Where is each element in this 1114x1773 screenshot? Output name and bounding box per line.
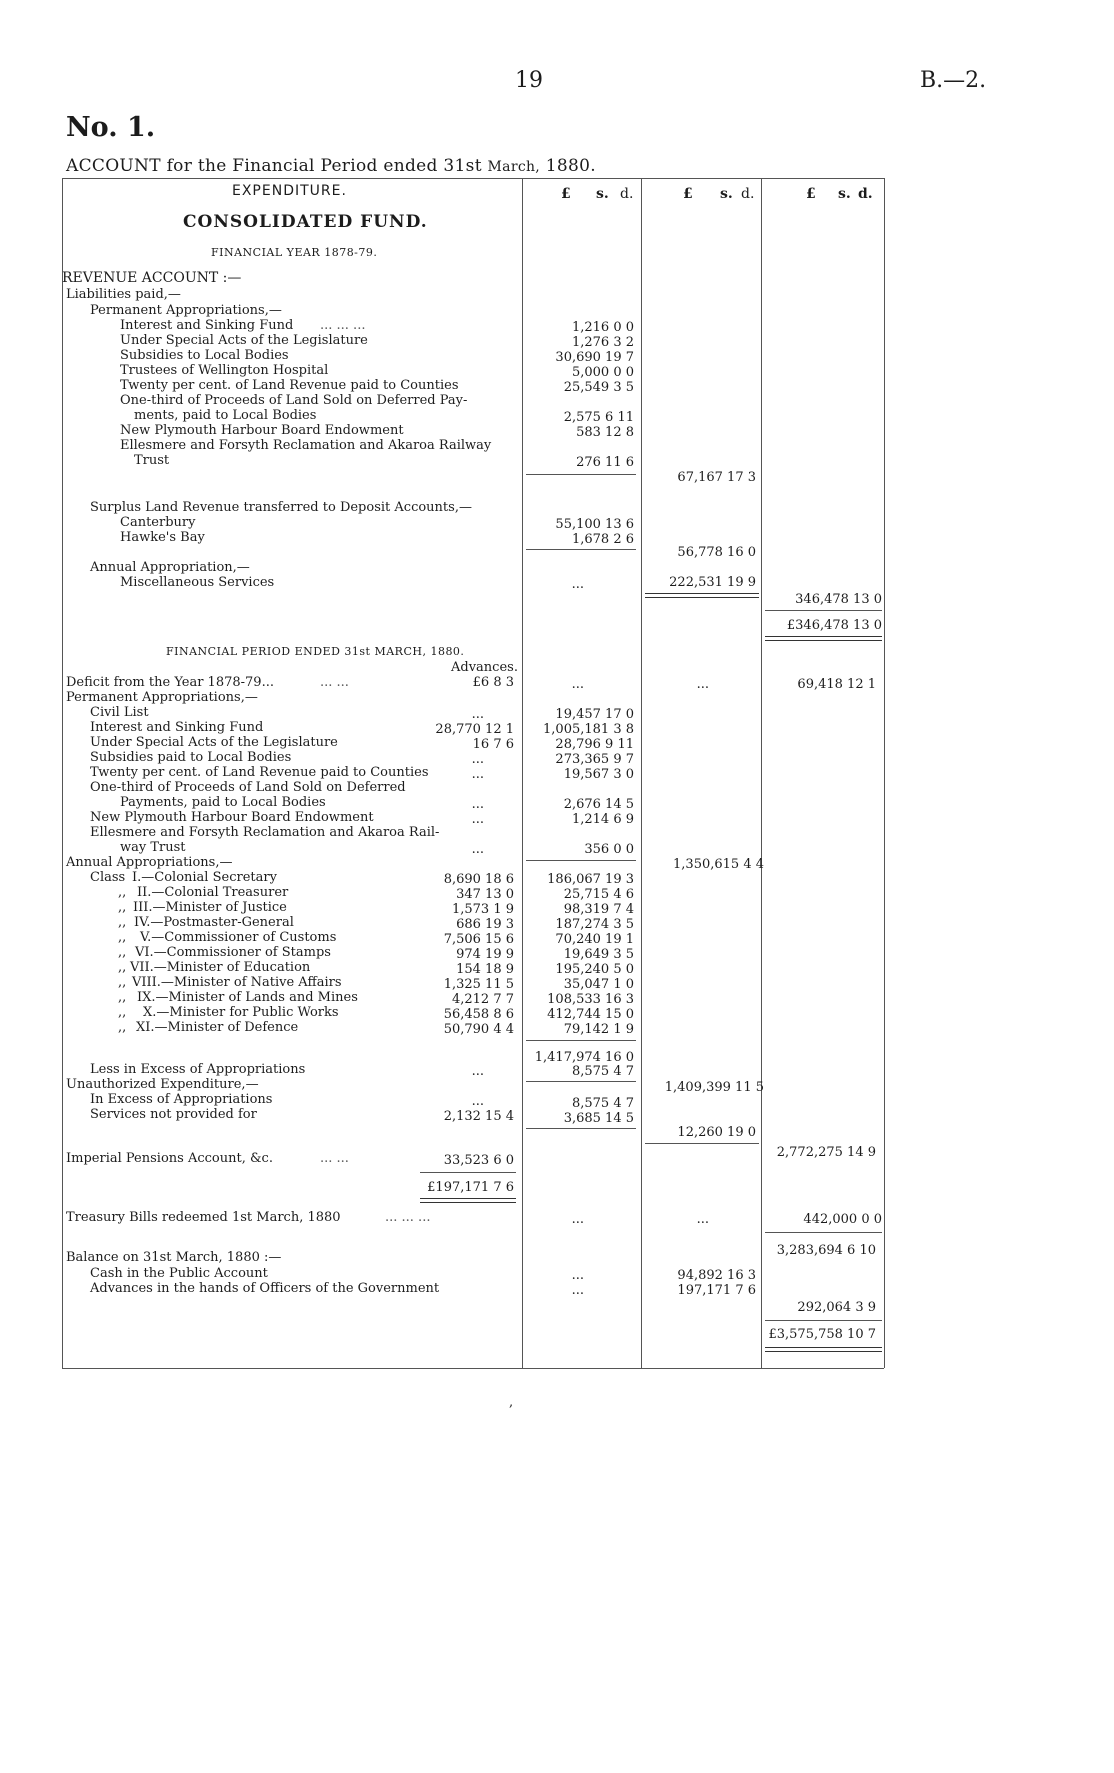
fp-permanent-heading: Permanent Appropriations,— (66, 690, 258, 705)
class-prefix: ,, (118, 975, 127, 990)
advances-label: Advances. (451, 660, 518, 675)
rev-item-amount: 1,216 0 0 (571, 320, 634, 335)
unauth-heading: Unauthorized Expenditure,— (66, 1077, 259, 1092)
fp-perm-amount: 2,676 14 5 (563, 797, 634, 812)
fp-perm-advance: ... (471, 842, 484, 857)
class-advance: 7,506 15 6 (443, 932, 514, 947)
rev-item-label: Subsidies to Local Bodies (120, 348, 289, 363)
col1-s-header: s. (596, 186, 609, 202)
expenditure-header: EXPENDITURE. (232, 183, 347, 199)
unauth-amount: 3,685 14 5 (563, 1111, 634, 1126)
class-name: IX.—Minister of Lands and Mines (137, 990, 358, 1005)
rev-item-amount: 25,549 3 5 (563, 380, 634, 395)
annual-net-total: 1,409,399 11 5 (664, 1080, 764, 1095)
class-name: III.—Minister of Justice (133, 900, 287, 915)
document-number: No. 1. (66, 112, 156, 143)
class-advance: 50,790 4 4 (443, 1022, 514, 1037)
unauth-advance: 2,132 15 4 (443, 1109, 514, 1124)
less-excess-amount: 8,575 4 7 (571, 1064, 634, 1079)
balance-heading: Balance on 31st March, 1880 :— (66, 1250, 282, 1265)
class-prefix: ,, (118, 885, 127, 900)
period-total: 2,772,275 14 9 (776, 1145, 876, 1160)
fund-title: CONSOLIDATED FUND. (183, 212, 428, 232)
fp-perm-amount: 28,796 9 11 (555, 737, 634, 752)
rev-item-label: Twenty per cent. of Land Revenue paid to Counties (120, 378, 459, 393)
fp-perm-label: Payments, paid to Local Bodies (120, 795, 326, 810)
col1-d-header: d. (620, 186, 634, 202)
rev-item-amount: 30,690 19 7 (555, 350, 634, 365)
class-amount: 98,319 7 4 (563, 902, 634, 917)
fp-perm-advance: 16 7 6 (472, 737, 514, 752)
page-number: 19 (515, 68, 543, 93)
table-right-rule (884, 178, 885, 1368)
class-name: XI.—Minister of Defence (136, 1020, 299, 1035)
subtotal-rule (526, 1128, 636, 1129)
col3-pound-header: £ (806, 186, 816, 202)
rev-item-label: New Plymouth Harbour Board Endowment (120, 423, 404, 438)
imperial-label: Imperial Pensions Account, &c. (66, 1151, 273, 1166)
rev-item-label: One-third of Proceeds of Land Sold on Deferred Pay- (120, 393, 468, 408)
class-prefix: ,, (118, 1020, 127, 1035)
treasury-label: Treasury Bills redeemed 1st March, 1880 (66, 1210, 341, 1225)
class-advance: 686 19 3 (456, 917, 514, 932)
fp-perm-amount: 19,457 17 0 (555, 707, 634, 722)
fp-perm-advance: ... (471, 752, 484, 767)
class-advance: 4,212 7 7 (451, 992, 514, 1007)
balance-c2: 197,171 7 6 (677, 1283, 756, 1298)
treasury-c3: 442,000 0 0 (803, 1212, 882, 1227)
col2-pound-header: £ (683, 186, 693, 202)
fy-title: FINANCIAL YEAR 1878-79. (211, 246, 378, 259)
deficit-c1: ... (571, 677, 584, 692)
fp-annual-heading: Annual Appropriations,— (66, 855, 233, 870)
class-amount: 412,744 15 0 (547, 1007, 634, 1022)
class-advance: 154 18 9 (456, 962, 514, 977)
treasury-c2: ... (696, 1212, 709, 1227)
less-excess-advance: ... (471, 1064, 484, 1079)
class-prefix: Class (90, 870, 126, 885)
misc-services-total: 222,531 19 9 (669, 575, 756, 590)
fp-perm-label: Under Special Acts of the Legislature (90, 735, 338, 750)
document-reference: B.—2. (920, 68, 987, 93)
annual-heading: Annual Appropriation,— (90, 560, 250, 575)
class-name: VII.—Minister of Education (130, 960, 311, 975)
fp-perm-label: Civil List (90, 705, 149, 720)
table-left-rule (62, 178, 63, 1368)
class-prefix: ,, (118, 960, 127, 975)
account-title (66, 156, 596, 176)
surplus-label: Canterbury (120, 515, 196, 530)
rev-item-amount: 5,000 0 0 (571, 365, 634, 380)
title-month: March, (487, 159, 541, 175)
surplus-total: 56,778 16 0 (677, 545, 756, 560)
rev-grand-total: 346,478 13 0 (795, 592, 882, 607)
fp-perm-advance: ... (471, 767, 484, 782)
rev-item-label: ments, paid to Local Bodies (134, 408, 317, 423)
fp-perm-label: Interest and Sinking Fund (90, 720, 264, 735)
balance-c1: ... (571, 1283, 584, 1298)
unauth-advance: ... (471, 1094, 484, 1109)
class-name: V.—Commissioner of Customs (140, 930, 337, 945)
fp-perm-amount: 1,214 6 9 (571, 812, 634, 827)
fp-perm-advance: ... (471, 707, 484, 722)
rev-item-label: Ellesmere and Forsyth Reclamation and Akaroa Railway (120, 438, 492, 453)
double-rule (765, 1347, 882, 1352)
class-advance: 347 13 0 (456, 887, 514, 902)
fp-perm-label: way Trust (120, 840, 186, 855)
double-rule (645, 593, 759, 598)
fp-perm-advance: 28,770 12 1 (435, 722, 514, 737)
rev-item-amount: 1,276 3 2 (571, 335, 634, 350)
rev-item-amount: 276 11 6 (576, 455, 634, 470)
class-name: VIII.—Minister of Native Affairs (132, 975, 342, 990)
fp-perm-advance: ... (471, 812, 484, 827)
rev-item-amount: 2,575 6 11 (563, 410, 634, 425)
class-name: VI.—Commissioner of Stamps (135, 945, 331, 960)
surplus-heading: Surplus Land Revenue transferred to Deposit Accounts,— (90, 500, 472, 515)
surplus-amount: 55,100 13 6 (555, 517, 634, 532)
total-rule (765, 610, 882, 611)
fp-perm-label: One-third of Proceeds of Land Sold on Deferred (90, 780, 406, 795)
class-amount: 195,240 5 0 (555, 962, 634, 977)
column-rule-2 (641, 178, 642, 1368)
total-rule (765, 1232, 882, 1233)
total-rule (645, 1143, 759, 1144)
fp-perm-label: Twenty per cent. of Land Revenue paid to Counties (90, 765, 429, 780)
class-amount: 79,142 1 9 (563, 1022, 634, 1037)
subtotal-rule (526, 1040, 636, 1041)
class-advance: 974 19 9 (456, 947, 514, 962)
class-amount: 187,274 3 5 (555, 917, 634, 932)
subtotal-after-treasury: 3,283,694 6 10 (776, 1243, 876, 1258)
class-advance: 56,458 8 6 (443, 1007, 514, 1022)
permanent-heading: Permanent Appropriations,— (90, 303, 282, 318)
double-rule (420, 1198, 516, 1203)
col3-s-header: s. (838, 186, 851, 202)
class-prefix: ,, (118, 930, 127, 945)
deficit-label: Deficit from the Year 1878-79... (66, 675, 274, 690)
fp-perm-label: Subsidies paid to Local Bodies (90, 750, 292, 765)
misc-services-amount: ... (571, 577, 584, 592)
advances-rule (420, 1172, 516, 1173)
fp-perm-label: New Plymouth Harbour Board Endowment (90, 810, 374, 825)
class-amount: 70,240 19 1 (555, 932, 634, 947)
less-excess-label: Less in Excess of Appropriations (90, 1062, 306, 1077)
deficit-advance: £6 8 3 (472, 675, 514, 690)
rev-item-label: Under Special Acts of the Legislature (120, 333, 368, 348)
col1-pound-header: £ (561, 186, 571, 202)
class-amount: 19,649 3 5 (563, 947, 634, 962)
class-amount: 25,715 4 6 (563, 887, 634, 902)
revenue-account-heading: REVENUE ACCOUNT :— (62, 270, 242, 286)
class-prefix: ,, (118, 945, 127, 960)
deficit-c2: ... (696, 677, 709, 692)
fp-permanent-total: 1,350,615 4 4 (673, 857, 764, 872)
fp-perm-amount: 273,365 9 7 (555, 752, 634, 767)
subtotal-rule (526, 474, 636, 475)
balance-label: Advances in the hands of Officers of the Government (90, 1281, 440, 1296)
leader-dots: ... ... ... (320, 318, 366, 333)
total-rule (765, 1320, 882, 1321)
leader-dots: ... ... ... (385, 1210, 431, 1225)
balance-total: 292,064 3 9 (797, 1300, 876, 1315)
unauth-amount: 8,575 4 7 (571, 1096, 634, 1111)
class-prefix: ,, (118, 900, 127, 915)
stray-mark: , (509, 1395, 514, 1410)
class-amount: 186,067 19 3 (547, 872, 634, 887)
rev-item-amount: 583 12 8 (576, 425, 634, 440)
balance-c1: ... (571, 1268, 584, 1283)
column-rule-3 (761, 178, 762, 1368)
class-advance: 1,325 11 5 (443, 977, 514, 992)
col3-d-header: d. (858, 186, 873, 202)
fp-perm-label: Ellesmere and Forsyth Reclamation and Akaroa Rail- (90, 825, 440, 840)
double-rule (765, 636, 882, 641)
surplus-amount: 1,678 2 6 (571, 532, 634, 547)
rev-item-label: Trustees of Wellington Hospital (120, 363, 329, 378)
fp-perm-amount: 19,567 3 0 (563, 767, 634, 782)
rev-item-label: Interest and Sinking Fund (120, 318, 294, 333)
unauth-total: 12,260 19 0 (677, 1125, 756, 1140)
balance-c2: 94,892 16 3 (677, 1268, 756, 1283)
classes-total: 1,417,974 16 0 (534, 1050, 634, 1065)
imperial-advance: 33,523 6 0 (443, 1153, 514, 1168)
class-name: I.—Colonial Secretary (132, 870, 277, 885)
class-advance: 8,690 18 6 (443, 872, 514, 887)
leader-dots: ... ... (320, 1151, 349, 1166)
unauth-label: In Excess of Appropriations (90, 1092, 273, 1107)
treasury-c1: ... (571, 1212, 584, 1227)
table-bottom-rule (62, 1368, 884, 1369)
subtotal-rule (526, 1081, 636, 1082)
fp-title: FINANCIAL PERIOD ENDED 31st MARCH, 1880. (166, 645, 465, 658)
class-name: X.—Minister for Public Works (143, 1005, 339, 1020)
fp-perm-amount: 356 0 0 (584, 842, 634, 857)
class-amount: 35,047 1 0 (563, 977, 634, 992)
col2-s-header: s. (720, 186, 733, 202)
class-prefix: ,, (118, 990, 127, 1005)
balance-label: Cash in the Public Account (90, 1266, 268, 1281)
column-rule-1 (522, 178, 523, 1368)
subtotal-rule (526, 860, 636, 861)
surplus-label: Hawke's Bay (120, 530, 205, 545)
advances-total: £197,171 7 6 (427, 1180, 514, 1195)
subtotal-rule (526, 549, 636, 550)
title-prefix: ACCOUNT for the Financial Period ended 31st (66, 156, 482, 176)
class-prefix: ,, (118, 1005, 127, 1020)
leader-dots: ... ... (320, 675, 349, 690)
final-total: £3,575,758 10 7 (768, 1327, 876, 1342)
fp-perm-amount: 1,005,181 3 8 (543, 722, 634, 737)
class-advance: 1,573 1 9 (451, 902, 514, 917)
class-name: IV.—Postmaster-General (134, 915, 294, 930)
title-year: 1880. (545, 156, 596, 176)
rev-subtotal: 67,167 17 3 (677, 470, 756, 485)
class-amount: 108,533 16 3 (547, 992, 634, 1007)
misc-services-label: Miscellaneous Services (120, 575, 275, 590)
rev-grand-total-final: £346,478 13 0 (786, 618, 882, 633)
fp-perm-advance: ... (471, 797, 484, 812)
liabilities-heading: Liabilities paid,— (66, 287, 181, 302)
deficit-c3: 69,418 12 1 (797, 677, 876, 692)
class-prefix: ,, (118, 915, 127, 930)
col2-d-header: d. (741, 186, 755, 202)
class-name: II.—Colonial Treasurer (137, 885, 289, 900)
rev-item-label: Trust (134, 453, 170, 468)
unauth-label: Services not provided for (90, 1107, 257, 1122)
